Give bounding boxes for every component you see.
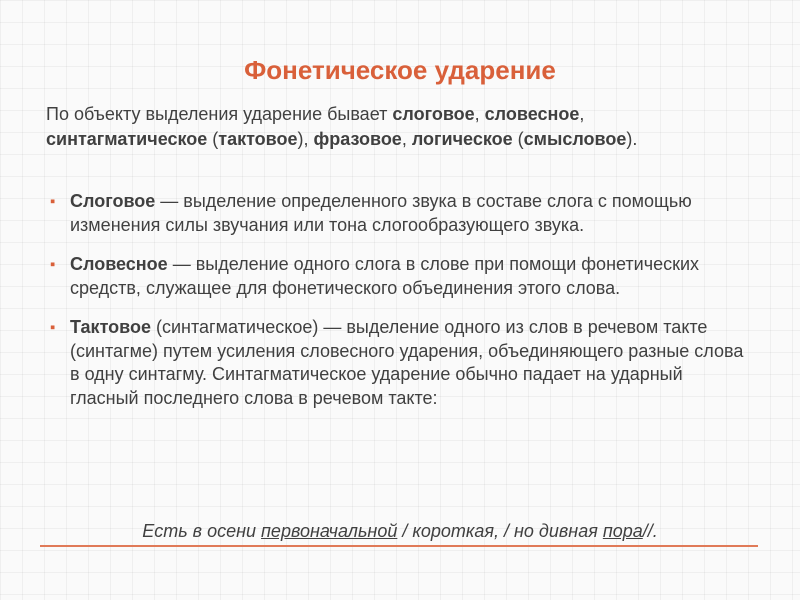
intro-text: , (579, 104, 585, 124)
example-text: Есть в осени (142, 521, 262, 541)
intro-term-syntagmatic: синтагматическое (46, 129, 208, 149)
bullet-list (46, 190, 756, 426)
intro-term-syllabic: слоговое (392, 104, 475, 124)
example-stressed-word: первоначальной (261, 521, 398, 541)
intro-text: , (474, 104, 485, 124)
intro-text: ), (297, 129, 314, 149)
bullet-term: Тактовое (70, 317, 151, 337)
slide-title: Фонетическое ударение (244, 55, 556, 85)
intro-text: ). (626, 129, 638, 149)
intro-text: ( (512, 129, 524, 149)
intro-paragraph (46, 102, 746, 152)
bullet-marker-icon: ▪ (50, 256, 56, 273)
intro-text: По объекту выделения ударение бывает (46, 104, 393, 124)
divider-line (40, 545, 758, 547)
bullet-text: — выделение определенного звука в составе слога с помощью изменения силы звучания или тона слогообразующего звука. (70, 191, 692, 235)
bullet-text: (синтагматическое) — выделение одного из слов в речевом такте (синтагме) путем усиления словесного ударения, объединяющего разные слова в одну синтагму. Синтагматическое ударение обычно падает на ударный гласный последнего слова в речевом такте: (70, 317, 744, 408)
example-sentence (0, 519, 800, 543)
bullet-term: Словесное (70, 254, 168, 274)
intro-term-word: словесное (484, 104, 580, 124)
intro-text: ( (207, 129, 219, 149)
intro-term-logical: логическое (411, 129, 513, 149)
example-stressed-word: пора (602, 521, 643, 541)
bullet-item-tact (46, 316, 756, 410)
intro-term-tact: тактовое (218, 129, 298, 149)
example-text: / короткая, / но дивная (397, 521, 603, 541)
bullet-text: — выделение одного слога в слове при помощи фонетических средств, служащее для фонетического объединения этого слова. (70, 254, 700, 298)
bullet-marker-icon: ▪ (50, 319, 56, 336)
intro-text: , (401, 129, 412, 149)
intro-term-semantic: смысловое (523, 129, 627, 149)
bullet-item-syllabic (46, 190, 756, 237)
bullet-item-word (46, 253, 756, 300)
bullet-term: Слоговое (70, 191, 156, 211)
example-text: //. (642, 521, 658, 541)
bullet-marker-icon: ▪ (50, 193, 56, 210)
intro-term-phrasal: фразовое (313, 129, 402, 149)
